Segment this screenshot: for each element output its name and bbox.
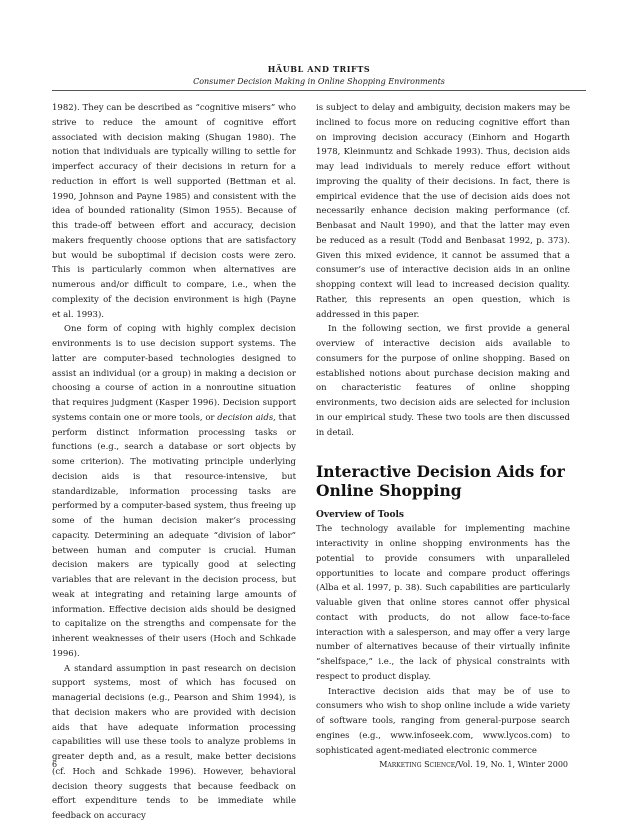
page-number: 6 bbox=[52, 760, 58, 769]
paragraph bbox=[52, 322, 296, 661]
journal-name: Marketing Science bbox=[379, 760, 456, 769]
paragraph: is subject to delay and ambiguity, decision makers may be inclined to focus more on reducing cognitive effort than on improving decision accuracy (Einhorn and Hogarth 1978, Kleinmuntz and Schkade 1993). Thus, decision aids may lead individuals to merely reduce effort without improving the quality of their decisions. In fact, there is empirical evidence that the use of decision aids does not necessarily enhance decision making performance (cf. Benbasat and Nault 1990), and that the latter may even be reduced as a result (Todd and Benbasat 1992, p. 373). Given this mixed evidence, it cannot be assumed that a consumer’s use of interactive decision aids in an online shopping context will lead to increased decision quality. Rather, this represents an open question, which is addressed in this paper. bbox=[316, 103, 570, 320]
journal-issue: /Vol. 19, No. 1, Winter 2000 bbox=[455, 760, 568, 769]
right-column bbox=[316, 101, 570, 758]
running-head-authors: HÄUBL AND TRIFTS bbox=[267, 64, 371, 74]
paragraph: The technology available for implementing machine interactivity in online shopping environments has the potential to provide consumers with unparalleled opportunities to locate and compare product offerings (Alba et al. 1997, p. 38). Such capabilities are particularly valuable given that online stores cannot offer physical contact with products, do not allow face-to-face interaction with a salesperson, and may offer a very large number of alternatives because of their virtually infinite “shelfspace,” i.e., the lack of physical constraints with respect to product display. bbox=[316, 524, 570, 682]
running-head bbox=[60, 64, 578, 86]
paragraph-text: that perform distinct information processing tasks or functions (e.g., search a database or sort objects by some criterion). The motivating principle underlying decision aids is that resource-intensive, but standardizable, information processing tasks are performed by a computer-based system, thus freeing up some of the human decision maker’s processing capacity. Determining an adequate “division of labor” between human and computer is crucial. Human decision makers are typically good at selecting variables that are relevant in the decision process, but weak at integrating and retaining large amounts of information. Effective decision aids should be designed to capitalize on the strengths and compensate for the inherent weaknesses of their users (Hoch and Schkade 1996). bbox=[52, 412, 296, 659]
left-column bbox=[52, 101, 296, 824]
italic-term: decision aids, bbox=[217, 412, 276, 423]
subsection-heading: Overview of Tools bbox=[316, 510, 404, 521]
running-head-title: Consumer Decision Making in Online Shopping Environments bbox=[193, 77, 445, 86]
paragraph: Interactive decision aids that may be of use to consumers who wish to shop online include a wide variety of software tools, ranging from general-purpose search engines (e.g., www.infoseek.com, www.lycos.com) to sophisticated agent-mediated electronic commerce bbox=[316, 686, 570, 756]
paragraph: In the following section, we first provide a general overview of interactive decision aids available to consumers for the purpose of online shopping. Based on established notions about purchase decision making and on characteristic features of online shopping environments, two decision aids are selected for inclusion in our empirical study. These two tools are then discussed in detail. bbox=[316, 324, 570, 438]
journal-citation bbox=[379, 760, 568, 769]
paragraph: A standard assumption in past research on decision support systems, most of which has focused on managerial decisions (e.g., Pearson and Shim 1994), is that decision makers who are provided with decision aids that have adequate information processing capabilities will use these tools to analyze problems in greater depth and, as a result, make better decisions (cf. Hoch and Schkade 1996). However, behavioral decision theory suggests that because feedback on effort expenditure tends to be immediate while feedback on accuracy bbox=[52, 663, 296, 821]
section-heading: Interactive Decision Aids for Online Shopping bbox=[316, 462, 565, 501]
header-rule bbox=[52, 90, 586, 91]
paragraph-text: One form of coping with highly complex decision environments is to use decision support systems. The latter are computer-based technologies designed to assist an individual (or a group) in making a decision or choosing a course of action in a nonroutine situation that requires judgment (Kasper 1996). Decision support systems contain one or more tools, or bbox=[52, 324, 296, 423]
paragraph: 1982). They can be described as “cognitive misers” who strive to reduce the amount of cognitive effort associated with decision making (Shugan 1980). The notion that individuals are typically willing to settle for imperfect accuracy of their decisions in return for a reduction in effort is well supported (Bettman et al. 1990, Johnson and Payne 1985) and consistent with the idea of bounded rationality (Simon 1955). Because of this trade-off between effort and accuracy, decision makers frequently choose options that are satisfactory but would be suboptimal if decision costs were zero. This is particularly common when alternatives are numerous and/or difficult to compare, i.e., when the complexity of the decision environment is high (Payne et al. 1993). bbox=[52, 103, 296, 320]
